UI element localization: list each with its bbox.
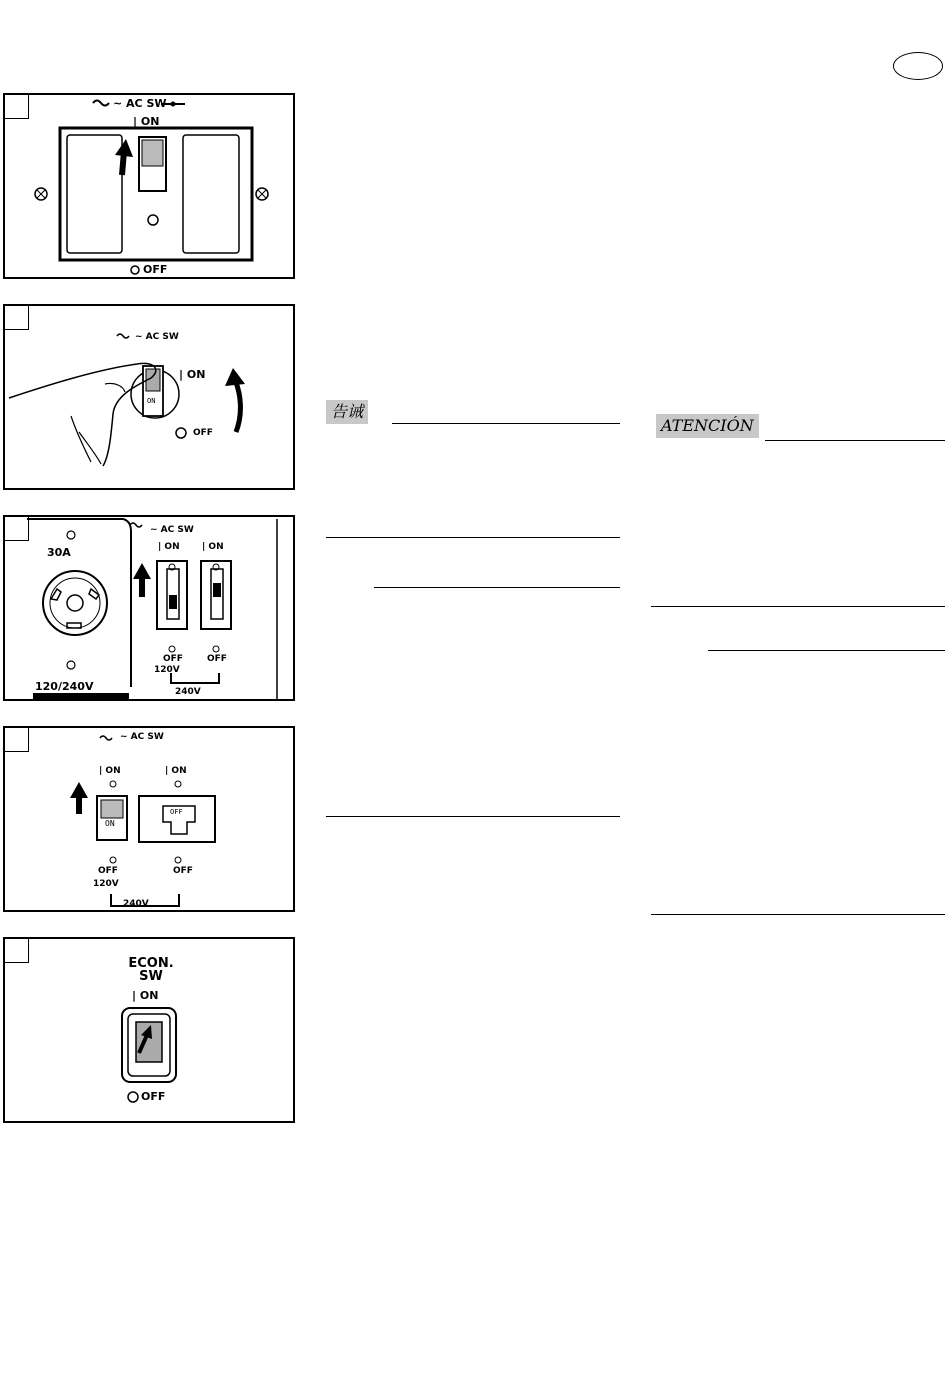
120v-label: 120V: [154, 665, 180, 675]
off-label: OFF: [141, 1090, 166, 1103]
on-label-left: | ON: [99, 766, 121, 776]
divider-rule: [374, 587, 620, 588]
switch-on-text: ON: [147, 397, 156, 405]
amp-label: 30A: [47, 546, 71, 559]
switch-right-off-text: OFF: [170, 808, 183, 816]
on-label-right: | ON: [202, 542, 224, 552]
off-label: OFF: [193, 428, 213, 438]
divider-rule: [326, 537, 620, 538]
240v-label: 240V: [123, 899, 149, 909]
chinese-warning-badge: 告诫: [326, 400, 368, 424]
econ-title-line2: SW: [139, 969, 163, 984]
figure-3-receptacle-switches: [3, 515, 295, 701]
switch-left-on-text: ON: [105, 819, 115, 828]
divider-rule: [326, 816, 620, 817]
language-indicator-oval: [893, 52, 943, 80]
econ-title-line1: ECON.: [128, 956, 174, 971]
ac-sw-title: ~ AC SW: [135, 332, 179, 342]
chinese-warning-rule: [392, 423, 620, 424]
divider-rule: [651, 914, 945, 915]
off-label-right: OFF: [207, 654, 227, 664]
on-label: | ON: [179, 368, 206, 381]
figure-1-ac-switch: [3, 93, 295, 279]
off-label: OFF: [143, 263, 168, 276]
ac-sw-title: ~ AC SW: [150, 525, 194, 535]
off-label-left: OFF: [98, 866, 118, 876]
ac-sw-title: ~ AC SW: [113, 97, 167, 110]
240v-label: 240V: [175, 687, 201, 697]
divider-rule: [651, 606, 945, 607]
on-label-left: | ON: [158, 542, 180, 552]
off-label-left: OFF: [163, 654, 183, 664]
on-label: | ON: [133, 115, 160, 128]
receptacle-voltage-label: 120/240V: [35, 680, 94, 693]
divider-rule: [708, 650, 945, 651]
ac-sw-title: ~ AC SW: [120, 732, 164, 742]
on-label: | ON: [132, 989, 159, 1002]
receptacle-panel-drawing: [5, 517, 297, 703]
dual-switch-drawing: [5, 728, 297, 914]
figure-4-ac-switches: [3, 726, 295, 912]
figure-2-hand-pressing-switch: [3, 304, 295, 490]
120v-label: 120V: [93, 879, 119, 889]
spanish-warning-badge: ATENCIÓN: [656, 414, 759, 438]
figure-5-econ-switch: [3, 937, 295, 1123]
spanish-warning-rule: [765, 440, 945, 441]
off-label-right: OFF: [173, 866, 193, 876]
on-label-right: | ON: [165, 766, 187, 776]
